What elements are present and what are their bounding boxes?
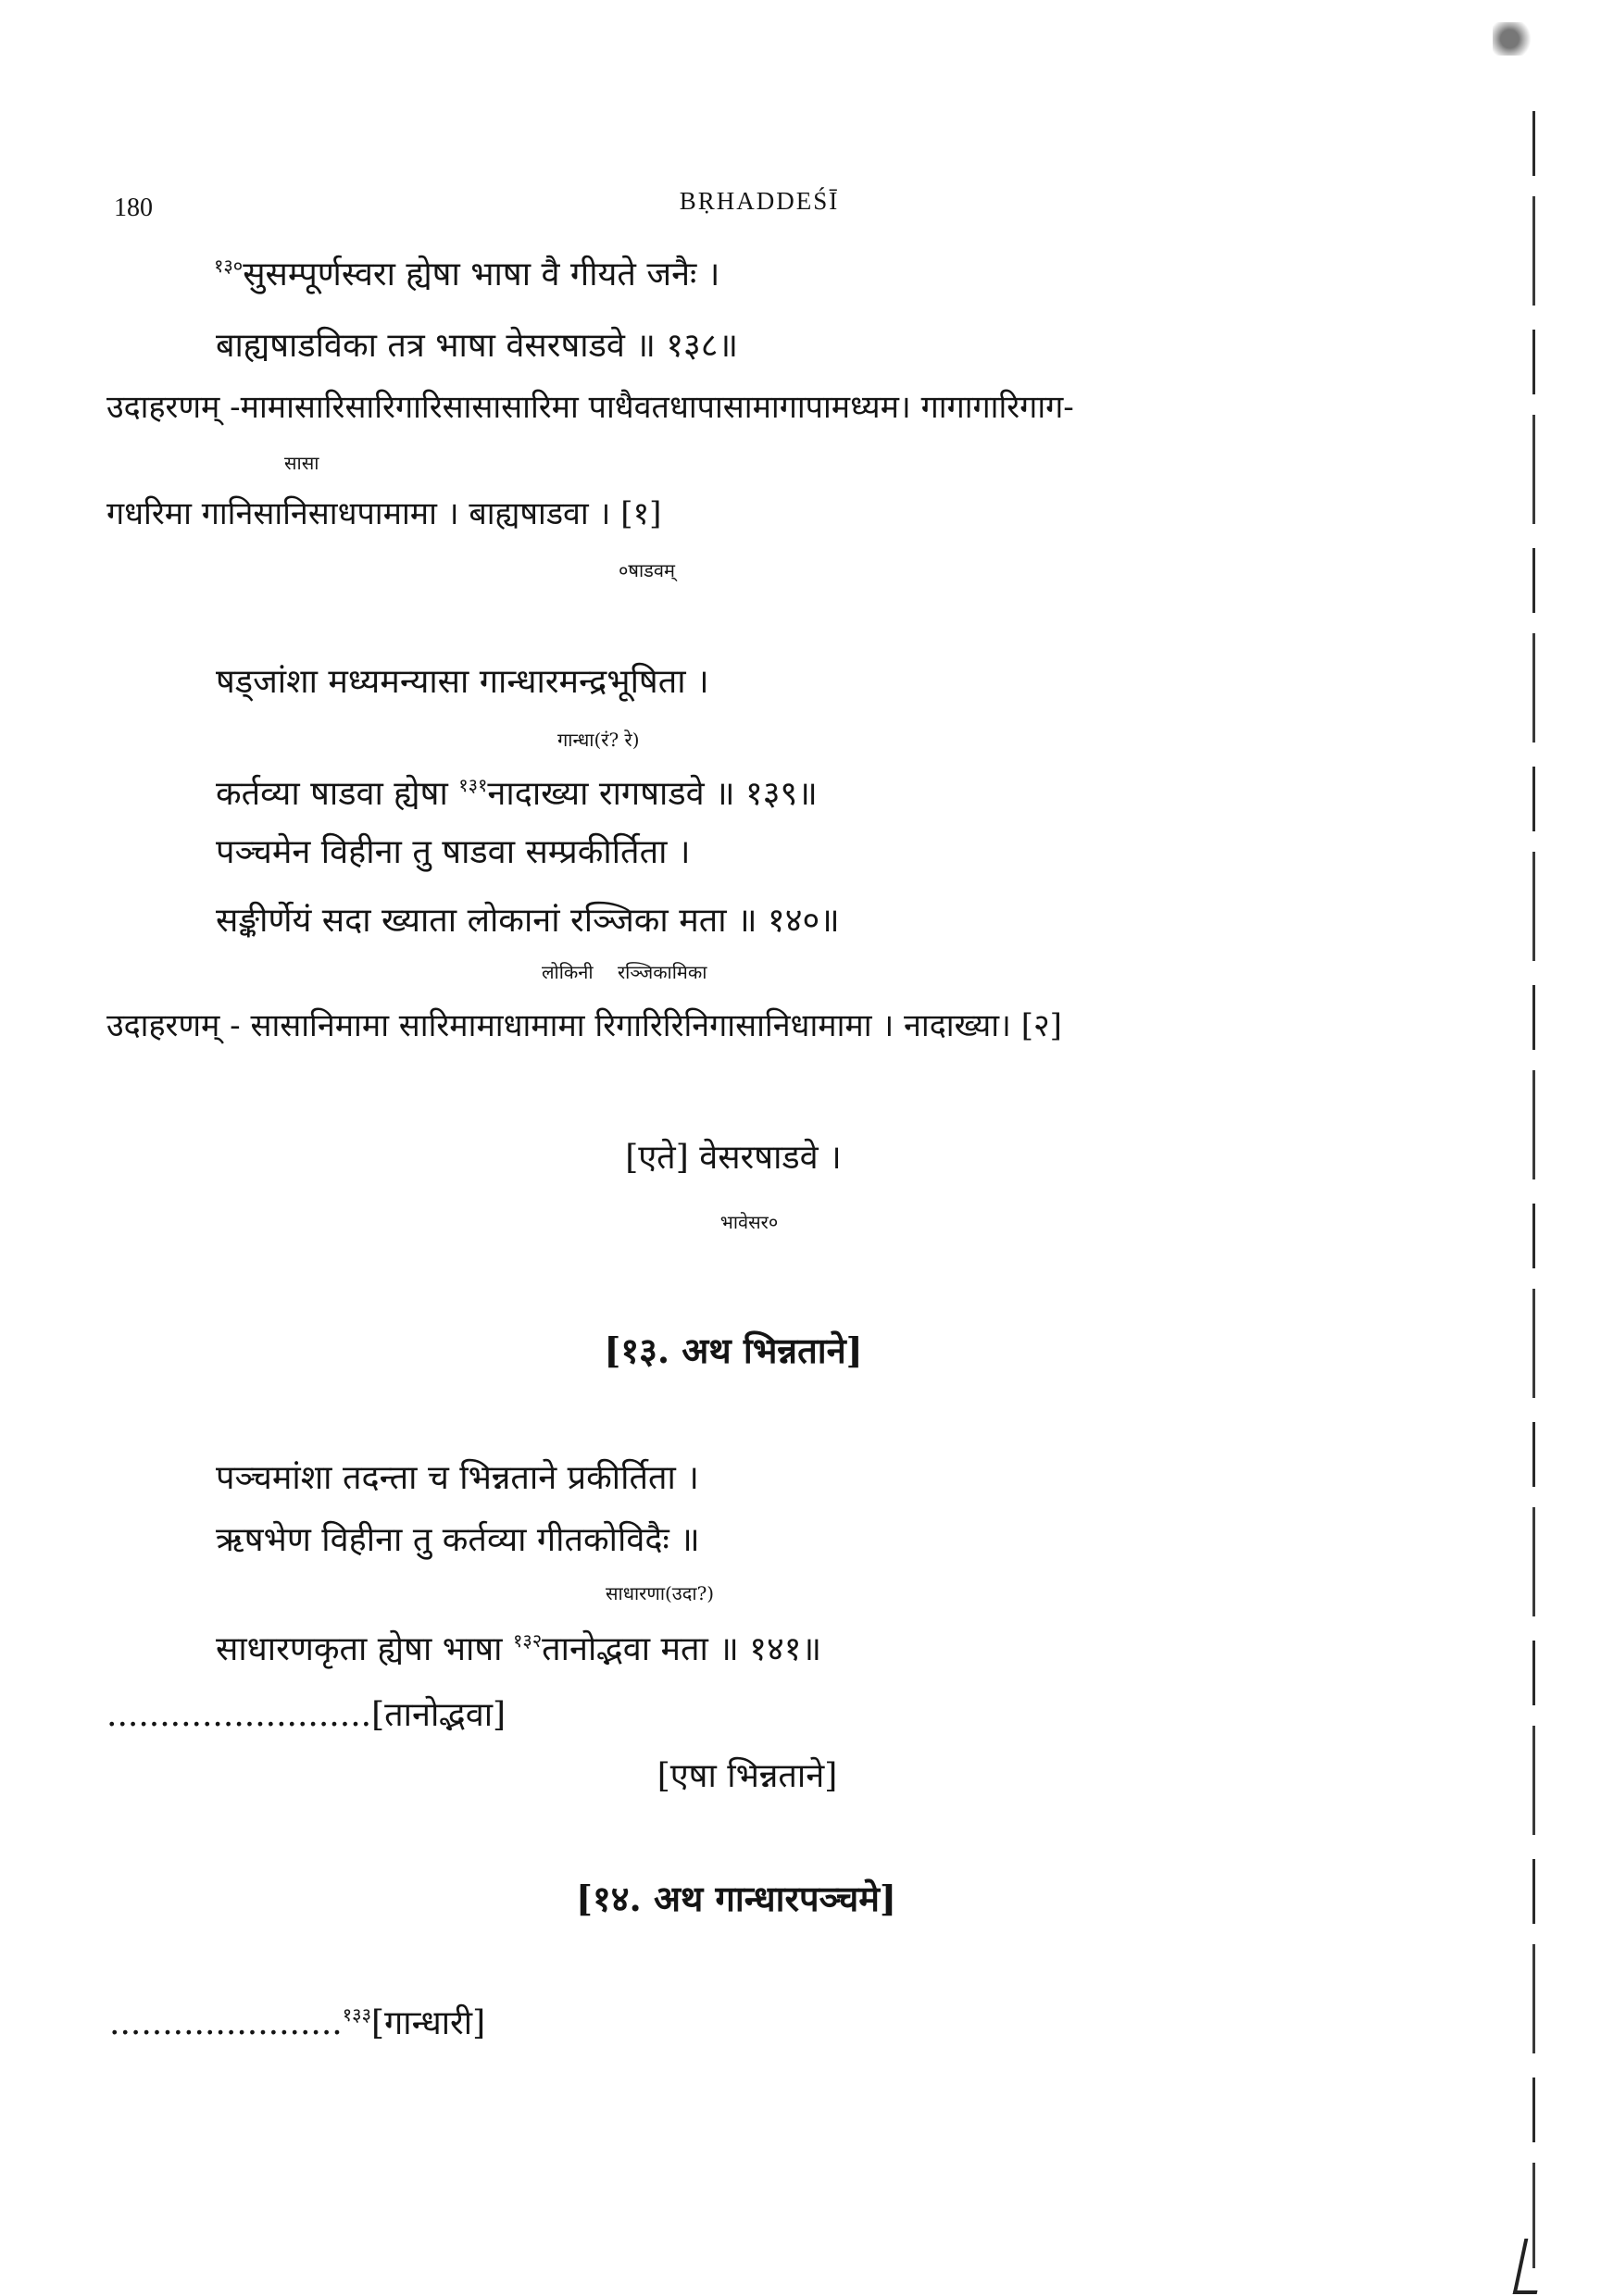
lacuna-dots: ......................: [109, 2004, 343, 2042]
verse-line: [214, 255, 719, 299]
lacuna-line: [106, 1695, 506, 1735]
scan-mark: [1513, 2239, 1549, 2294]
verse-text: सुसम्पूर्णस्वरा ह्येषा भाषा वै गीयते जनैः ।: [243, 256, 720, 293]
verse-line: बाह्यषाडविका तत्र भाषा वेसरषाडवे ॥ १३८॥: [216, 327, 739, 365]
verse-line: सङ्कीर्णेयं सदा ख्याता लोकानां रञ्जिका मता ॥ १४०॥: [216, 902, 840, 940]
variant-reading: ०षाडवम्: [619, 559, 675, 581]
example-line: उदाहरणम् - सासानिमामा सारिमामाधामामा रिगारिरिनिगासानिधामामा । नादाख्या। [२]: [106, 1007, 1062, 1044]
section-close: [एषा भिन्नताने]: [657, 1757, 838, 1795]
variant-reading: सासा: [284, 452, 319, 474]
running-head: BṚHADDEŚĪ: [679, 187, 840, 215]
verse-line: ऋषभेण विहीना तु कर्तव्या गीतकोविदैः ॥: [216, 1521, 700, 1559]
variant-reading: गान्धा(रं? रे): [557, 729, 640, 751]
example-line: उदाहरणम् -मामासारिसारिगारिसासासारिमा पाधैवतधापासामागापामध्यम। गागागारिगाग-: [106, 389, 1074, 426]
variant-reading: भावेसर०: [719, 1211, 779, 1233]
verse-line: [216, 774, 818, 818]
raga-name: [गान्धारी]: [370, 2004, 486, 2042]
verse-text: नादाख्या रागषाडवे ॥ १३९॥: [487, 775, 818, 813]
page-number: 180: [114, 193, 153, 222]
verse-line: पञ्चमांशा तदन्ता च भिन्नताने प्रकीर्तिता ।: [216, 1459, 699, 1497]
footnote-ref: १३०: [214, 255, 244, 277]
binding-edge-line: [1532, 111, 1535, 2268]
verse-text: कर्तव्या षाडवा ह्येषा: [216, 775, 459, 813]
variant-reading: लोकिनी: [542, 961, 594, 983]
lacuna-dots: .........................: [106, 1696, 372, 1734]
raga-name: [तानोद्भवा]: [371, 1696, 507, 1734]
verse-line: [216, 1629, 821, 1674]
verse-line: पञ्चमेन विहीना तु षाडवा सम्प्रकीर्तिता ।: [216, 833, 691, 871]
section-heading: [१४. अथ गान्धारपञ्चमे]: [576, 1878, 896, 1919]
verse-text: तानोद्भवा मता ॥ १४१॥: [542, 1630, 822, 1668]
footnote-ref: १३१: [458, 774, 488, 796]
verse-line: षड्जांशा मध्यमन्यासा गान्धारमन्द्रभूषिता ।: [216, 663, 709, 701]
variant-reading: रञ्जिकामिका: [618, 961, 707, 983]
section-heading: [१३. अथ भिन्नताने]: [604, 1329, 863, 1371]
scan-smudge: [1493, 22, 1535, 56]
lacuna-line: [109, 2003, 485, 2048]
variant-reading: साधारणा(उदा?): [606, 1582, 715, 1604]
example-line: गधरिमा गानिसानिसाधपामामा । बाह्यषाडवा । [१]: [106, 495, 662, 532]
verse-text: साधारणकृता ह्येषा भाषा: [216, 1630, 513, 1668]
footnote-ref: १३२: [512, 1629, 543, 1652]
footnote-ref: १३३: [342, 2003, 371, 2026]
section-close: [एते] वेसरषाडवे ।: [625, 1139, 842, 1177]
